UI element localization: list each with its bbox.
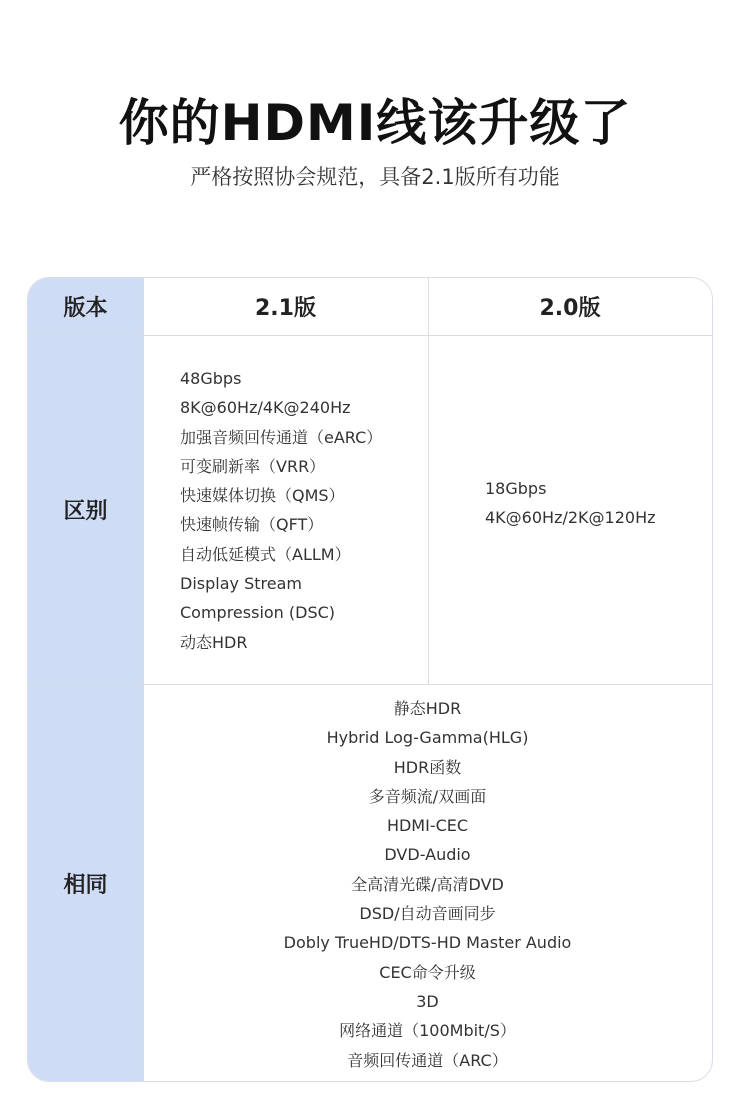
list-item: 可变刷新率（VRR）: [180, 456, 326, 476]
diff-label: 区别: [63, 499, 108, 524]
header-version-2-1: 2.1版: [255, 296, 316, 321]
list-item: 音频回传通道（ARC）: [347, 1050, 508, 1070]
list-item: 3D: [416, 991, 439, 1011]
header-version-2-0: 2.0版: [539, 296, 601, 321]
list-item: Compression (DSC): [180, 603, 336, 623]
diff-2-0-cell: [485, 474, 710, 533]
same-cell: [143, 694, 712, 1075]
list-item: DVD-Audio: [384, 845, 471, 865]
list-item: CEC命令升级: [379, 962, 476, 982]
page-subtitle: 严格按照协会规范，具备2.1版所有功能: [190, 165, 560, 189]
list-item: HDMI-CEC: [386, 816, 469, 836]
page-title: 你的HDMI线该升级了: [118, 94, 632, 152]
list-item: 自动低延模式（ALLM）: [180, 544, 351, 564]
comparison-table: [27, 277, 713, 1082]
diff-2-0-list: [485, 474, 710, 533]
list-item: 48Gbps: [180, 369, 242, 388]
list-item: 加强音频回传通道（eARC）: [180, 427, 383, 447]
list-item: 网络通道（100Mbit/S）: [339, 1021, 516, 1041]
header-label: 版本: [63, 296, 108, 321]
list-item: 快速媒体切换（QMS）: [180, 486, 345, 506]
same-list: [143, 694, 712, 1075]
list-item: 多音频流/双画面: [368, 786, 487, 806]
list-item: HDR函数: [393, 757, 462, 777]
list-item: Display Stream: [180, 574, 302, 594]
version-column-divider: [428, 278, 429, 684]
list-item: 动态HDR: [180, 632, 248, 652]
list-item: 18Gbps: [485, 479, 547, 498]
list-item: DSD/自动音画同步: [359, 904, 496, 924]
list-item: 静态HDR: [393, 699, 462, 718]
same-label: 相同: [63, 873, 108, 898]
diff-2-1-list: [180, 364, 425, 657]
list-item: 8K@60Hz/4K@240Hz: [180, 398, 351, 418]
list-item: 全高清光碟/高清DVD: [351, 874, 504, 894]
diff-2-1-cell: [180, 364, 425, 657]
list-item: Hybrid Log-Gamma(HLG): [326, 728, 529, 748]
list-item: 快速帧传输（QFT）: [180, 515, 324, 535]
list-item: Dobly TrueHD/DTS-HD Master Audio: [283, 933, 572, 953]
list-item: 4K@60Hz/2K@120Hz: [485, 508, 656, 528]
